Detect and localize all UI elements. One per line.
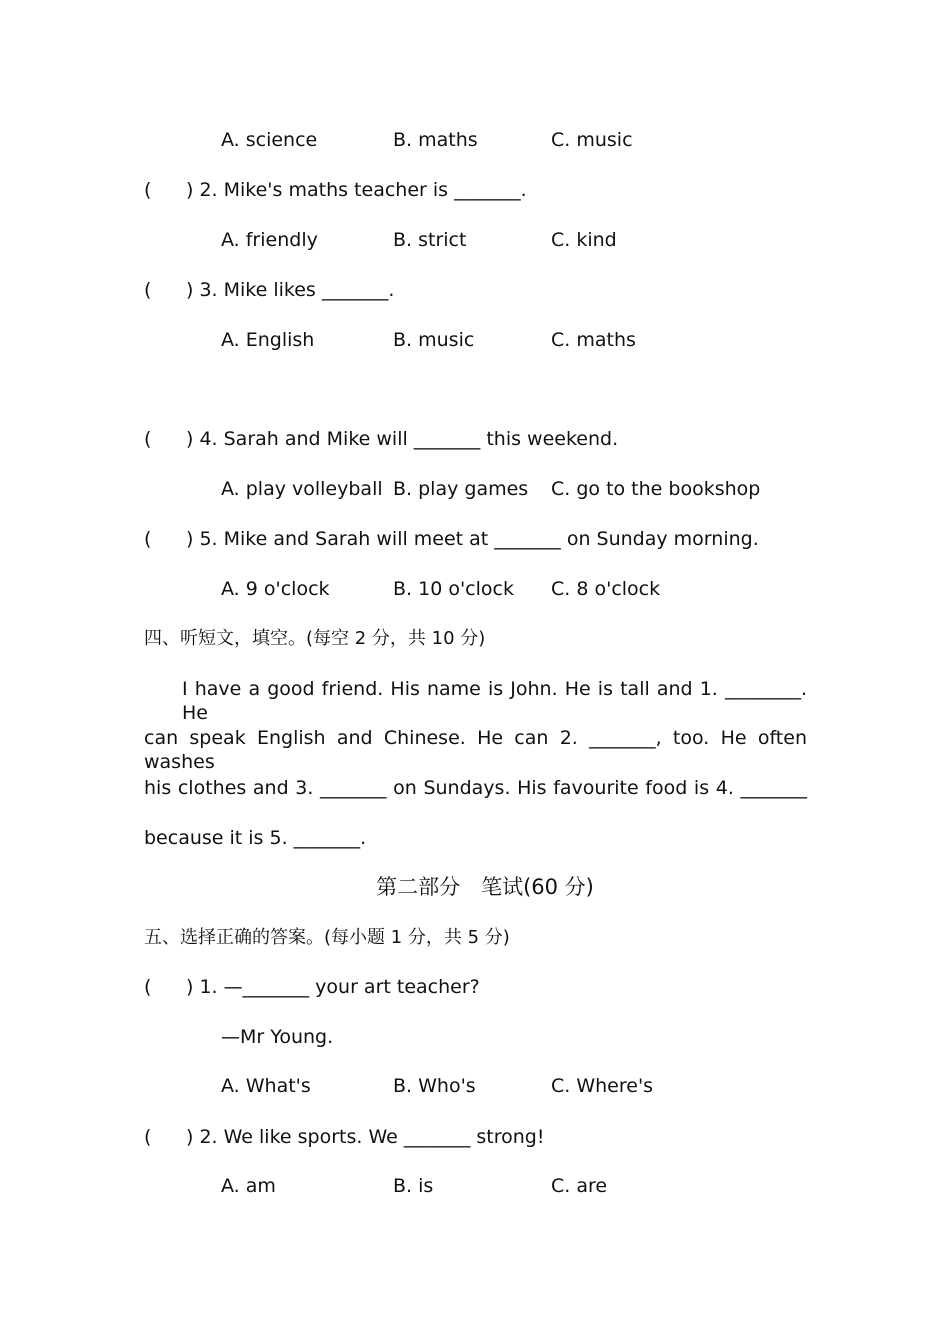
q2-option-c: C. kind: [551, 229, 617, 251]
question-text: ) 3. Mike likes _______.: [186, 279, 395, 301]
answer-paren: (: [144, 279, 152, 301]
answer-paren: (: [144, 976, 152, 998]
answer-paren: (: [144, 528, 152, 550]
q3-option-b: B. music: [393, 329, 475, 351]
q4-option-b: B. play games: [393, 478, 529, 500]
passage-line-2: can speak English and Chinese. He can 2. _______, too. He often washes: [144, 727, 807, 773]
q5-option-c: C. 8 o'clock: [551, 578, 661, 600]
q5-option-b: B. 10 o'clock: [393, 578, 514, 600]
section-4-title: 四、听短文，填空。(每空 2 分，共 10 分): [144, 628, 486, 649]
question-text: ) 2. Mike's maths teacher is _______.: [186, 179, 527, 201]
s5-q2-option-a: A. am: [221, 1175, 276, 1197]
q3-option-c: C. maths: [551, 329, 636, 351]
q1-option-a: A. science: [221, 129, 318, 151]
q2-option-b: B. strict: [393, 229, 467, 251]
s5-q2-option-b: B. is: [393, 1175, 434, 1197]
q2-option-a: A. friendly: [221, 229, 318, 251]
passage-line-4: because it is 5. _______.: [144, 827, 367, 849]
answer-paren: (: [144, 428, 152, 450]
answer-paren: (: [144, 179, 152, 201]
q4-option-a: A. play volleyball: [221, 478, 383, 500]
question-text: ) 1. —_______ your art teacher?: [186, 976, 480, 998]
s5-q2-option-c: C. are: [551, 1175, 608, 1197]
answer-paren: (: [144, 1126, 152, 1148]
question-text: ) 5. Mike and Sarah will meet at _______ on Sunday morning.: [186, 528, 759, 550]
passage-line-3: his clothes and 3. _______ on Sundays. His favourite food is 4. _______: [144, 777, 807, 799]
passage-line-1: I have a good friend. His name is John. He is tall and 1. ________. He: [182, 678, 807, 724]
q5-option-a: A. 9 o'clock: [221, 578, 330, 600]
s5-q1-option-a: A. What's: [221, 1075, 311, 1097]
q4-option-c: C. go to the bookshop: [551, 478, 761, 500]
section-5-title: 五、选择正确的答案。(每小题 1 分，共 5 分): [144, 927, 510, 948]
s5-q1-option-b: B. Who's: [393, 1075, 476, 1097]
question-text: ) 2. We like sports. We _______ strong!: [186, 1126, 545, 1148]
s5-q1-option-c: C. Where's: [551, 1075, 654, 1097]
dialogue-answer: —Mr Young.: [221, 1026, 334, 1048]
q3-option-a: A. English: [221, 329, 315, 351]
q1-option-c: C. music: [551, 129, 633, 151]
question-text: ) 4. Sarah and Mike will _______ this weekend.: [186, 428, 619, 450]
q1-option-b: B. maths: [393, 129, 478, 151]
part-2-title: 第二部分 笔试(60 分): [376, 875, 594, 899]
